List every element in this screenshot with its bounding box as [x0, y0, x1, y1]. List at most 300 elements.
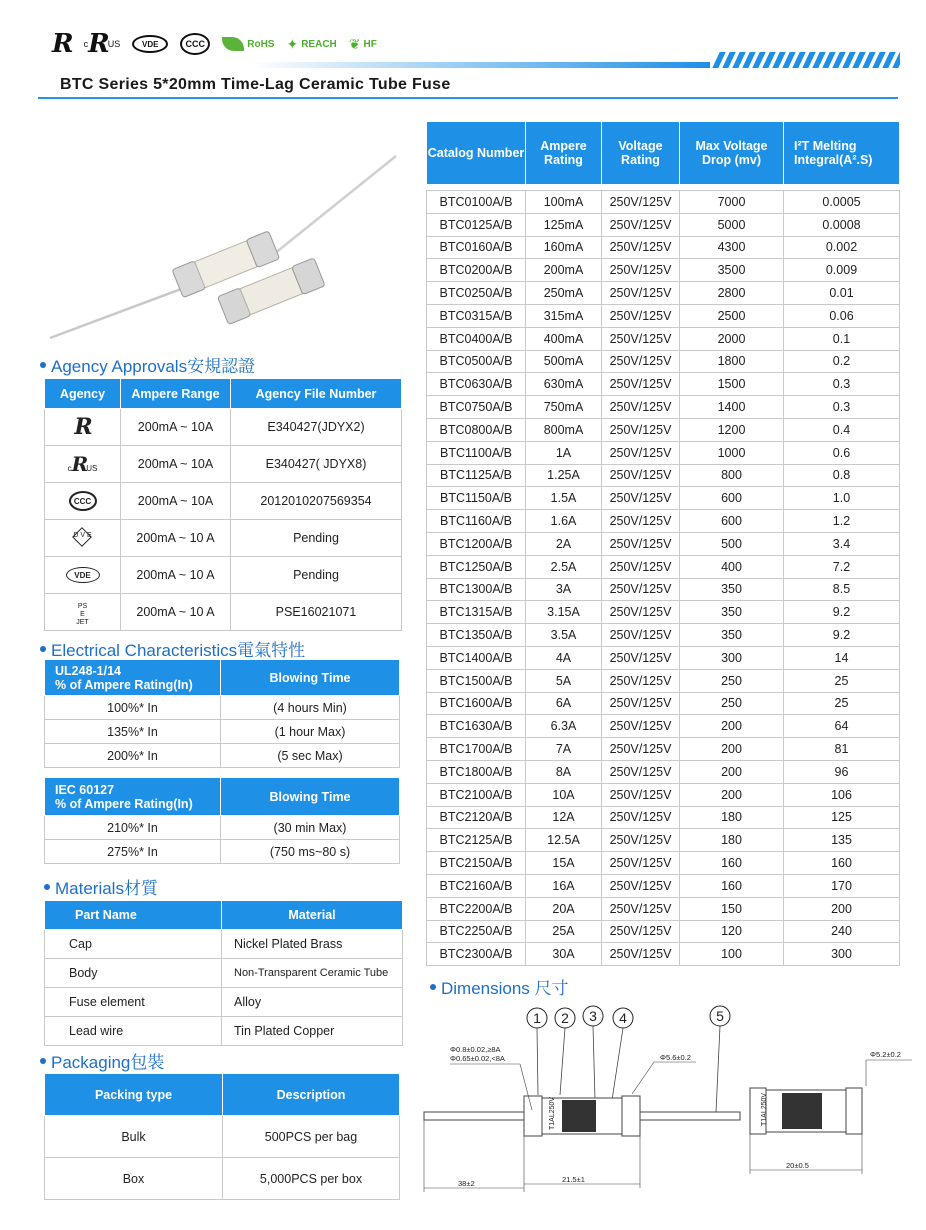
catalog-cell: BTC2200A/B [427, 897, 526, 920]
voltage-cell: 250V/125V [602, 487, 680, 510]
voltage-cell: 250V/125V [602, 510, 680, 533]
i2t-cell: 64 [784, 715, 900, 738]
vde-logo-icon: VDE [132, 35, 168, 53]
bullet-icon [40, 362, 46, 368]
drop-cell: 1200 [680, 418, 784, 441]
table-row [427, 327, 900, 350]
i2t-cell: 300 [784, 943, 900, 966]
voltage-cell: 250V/125V [602, 920, 680, 943]
ampere-cell: 400mA [526, 327, 602, 350]
catalog-cell: BTC1125A/B [427, 464, 526, 487]
catalog-cell: BTC1600A/B [427, 692, 526, 715]
ampere-range: 200mA ~ 10A [121, 483, 231, 520]
i2t-cell: 0.1 [784, 327, 900, 350]
voltage-cell: 250V/125V [602, 418, 680, 441]
i2t-cell: 0.2 [784, 350, 900, 373]
ampere-cell: 1A [526, 441, 602, 464]
voltage-cell: 250V/125V [602, 669, 680, 692]
i2t-cell: 0.0008 [784, 213, 900, 236]
catalog-cell: BTC1350A/B [427, 624, 526, 647]
drop-cell: 350 [680, 578, 784, 601]
table-row [427, 259, 900, 282]
page-title: BTC Series 5*20mm Time-Lag Ceramic Tube Fuse [60, 76, 451, 93]
packaging-heading: Packaging包裝 [40, 1048, 164, 1073]
table-row [427, 897, 900, 920]
ampere-cell: 12A [526, 806, 602, 829]
catalog-cell: BTC2125A/B [427, 829, 526, 852]
rating-cell: 100%* In [45, 696, 221, 720]
i2t-cell: 25 [784, 692, 900, 715]
bullet-icon [430, 984, 436, 990]
ampere-cell: 1.25A [526, 464, 602, 487]
table-row [427, 236, 900, 259]
voltage-cell: 250V/125V [602, 191, 680, 214]
ampere-cell: 5A [526, 669, 602, 692]
drop-cell: 300 [680, 646, 784, 669]
ampere-cell: 2A [526, 532, 602, 555]
agency-header-agency: Agency [45, 379, 121, 409]
ampere-cell: 16A [526, 874, 602, 897]
iec-electrical-table [44, 777, 400, 864]
hf-logo-icon: ❦ HF [348, 35, 377, 52]
catalog-cell: BTC1700A/B [427, 738, 526, 761]
catalog-cell: BTC0630A/B [427, 373, 526, 396]
drop-cell: 150 [680, 897, 784, 920]
table-row [427, 418, 900, 441]
ul-standard-header: UL248-1/14 % of Ampere Rating(In) [45, 660, 221, 696]
i2t-cell: 0.3 [784, 373, 900, 396]
catalog-cell: BTC2100A/B [427, 783, 526, 806]
i2t-cell: 1.0 [784, 487, 900, 510]
catalog-cell: BTC1500A/B [427, 669, 526, 692]
description-header: Description [223, 1074, 400, 1116]
i2t-cell: 3.4 [784, 532, 900, 555]
svg-text:3: 3 [589, 1008, 597, 1024]
ampere-cell: 25A [526, 920, 602, 943]
blowing-time-header: Blowing Time [221, 660, 400, 696]
title-divider [38, 97, 898, 99]
material-cell: Tin Plated Copper [222, 1017, 403, 1046]
i2t-cell: 81 [784, 738, 900, 761]
table-row [45, 816, 400, 840]
drop-cell: 200 [680, 715, 784, 738]
table-row [427, 487, 900, 510]
table-row [427, 555, 900, 578]
part-name-header: Part Name [45, 901, 222, 930]
wire-diameter-small: Φ0.65±0.02,<8A [450, 1054, 505, 1063]
fuse-spec-table [426, 121, 900, 966]
ampere-range: 200mA ~ 10A [121, 446, 231, 483]
catalog-cell: BTC1200A/B [427, 532, 526, 555]
packing-type-cell: Box [45, 1158, 223, 1200]
ampere-cell: 20A [526, 897, 602, 920]
table-row [427, 304, 900, 327]
header-stripes [712, 52, 900, 68]
catalog-cell: BTC1160A/B [427, 510, 526, 533]
catalog-cell: BTC2250A/B [427, 920, 526, 943]
table-row [427, 191, 900, 214]
drop-cell: 2000 [680, 327, 784, 350]
ampere-cell: 30A [526, 943, 602, 966]
ampere-cell: 2.5A [526, 555, 602, 578]
table-row [45, 696, 400, 720]
voltage-cell: 250V/125V [602, 829, 680, 852]
voltage-cell: 250V/125V [602, 624, 680, 647]
i2t-cell: 8.5 [784, 578, 900, 601]
catalog-cell: BTC0400A/B [427, 327, 526, 350]
i2t-cell: 0.8 [784, 464, 900, 487]
drop-cell: 250 [680, 692, 784, 715]
table-row [45, 409, 402, 446]
voltage-cell: 250V/125V [602, 396, 680, 419]
part-cell: Cap [45, 930, 222, 959]
table-row [427, 783, 900, 806]
voltage-cell: 250V/125V [602, 874, 680, 897]
drop-cell: 2800 [680, 282, 784, 305]
voltage-cell: 250V/125V [602, 852, 680, 875]
catalog-cell: BTC1315A/B [427, 601, 526, 624]
ampere-cell: 7A [526, 738, 602, 761]
ampere-cell: 3.5A [526, 624, 602, 647]
drop-cell: 400 [680, 555, 784, 578]
drop-cell: 800 [680, 464, 784, 487]
drop-cell: 1800 [680, 350, 784, 373]
svg-text:4: 4 [619, 1010, 627, 1026]
voltage-cell: 250V/125V [602, 578, 680, 601]
table-row [427, 464, 900, 487]
table-row [427, 532, 900, 555]
voltage-cell: 250V/125V [602, 236, 680, 259]
description-cell: 5,000PCS per box [223, 1158, 400, 1200]
voltage-cell: 250V/125V [602, 373, 680, 396]
drop-cell: 600 [680, 487, 784, 510]
table-row [45, 520, 402, 557]
iec-standard-header: IEC 60127 % of Ampere Rating(In) [45, 778, 221, 816]
drop-cell: 200 [680, 738, 784, 761]
ampere-range: 200mA ~ 10 A [121, 594, 231, 631]
drop-cell: 180 [680, 806, 784, 829]
table-row [427, 692, 900, 715]
catalog-cell: BTC2120A/B [427, 806, 526, 829]
table-row [427, 760, 900, 783]
drop-cell: 350 [680, 601, 784, 624]
ampere-cell: 12.5A [526, 829, 602, 852]
marking-text-endview: T1AL250V [761, 1092, 768, 1126]
ampere-cell: 630mA [526, 373, 602, 396]
table-row [427, 373, 900, 396]
rating-cell: 200%* In [45, 744, 221, 768]
i2t-cell: 9.2 [784, 601, 900, 624]
drop-cell: 3500 [680, 259, 784, 282]
voltage-cell: 250V/125V [602, 350, 680, 373]
catalog-cell: BTC2160A/B [427, 874, 526, 897]
body-length: 20±0.5 [786, 1161, 809, 1170]
rating-cell: 275%* In [45, 840, 221, 864]
voltage-cell: 250V/125V [602, 692, 680, 715]
drop-cell: 160 [680, 874, 784, 897]
material-header: Material [222, 901, 403, 930]
voltage-cell: 250V/125V [602, 715, 680, 738]
catalog-cell: BTC0500A/B [427, 350, 526, 373]
dimensions-heading: Dimensions 尺寸 [430, 974, 569, 999]
table-row [427, 578, 900, 601]
catalog-cell: BTC0125A/B [427, 213, 526, 236]
table-row [427, 943, 900, 966]
i2t-cell: 0.009 [784, 259, 900, 282]
catalog-cell: BTC0200A/B [427, 259, 526, 282]
spec-header-voltage: Voltage Rating [602, 122, 680, 185]
drop-cell: 5000 [680, 213, 784, 236]
agency-heading: Agency Approvals安規認證 [40, 352, 255, 377]
ampere-cell: 6A [526, 692, 602, 715]
drop-cell: 350 [680, 624, 784, 647]
callout-3 [583, 1006, 603, 1026]
table-row [427, 441, 900, 464]
voltage-cell: 250V/125V [602, 601, 680, 624]
voltage-cell: 250V/125V [602, 213, 680, 236]
i2t-cell: 7.2 [784, 555, 900, 578]
voltage-cell: 250V/125V [602, 555, 680, 578]
header-gradient-bar [250, 62, 710, 68]
marking-text: T1AL250V [549, 1096, 556, 1130]
catalog-cell: BTC0750A/B [427, 396, 526, 419]
i2t-cell: 0.002 [784, 236, 900, 259]
drop-cell: 200 [680, 760, 784, 783]
ampere-cell: 100mA [526, 191, 602, 214]
cul-logo-icon [84, 29, 121, 59]
agency-header-file: Agency File Number [231, 379, 402, 409]
material-cell: Nickel Plated Brass [222, 930, 403, 959]
ampere-cell: 10A [526, 783, 602, 806]
table-row [427, 852, 900, 875]
rating-cell: 210%* In [45, 816, 221, 840]
table-row [427, 874, 900, 897]
vde-icon: VDE [45, 557, 121, 594]
file-number: PSE16021071 [231, 594, 402, 631]
table-row [427, 213, 900, 236]
rohs-logo-icon: RoHS [222, 37, 274, 51]
file-number: Pending [231, 520, 402, 557]
part-cell: Fuse element [45, 988, 222, 1017]
voltage-cell: 250V/125V [602, 738, 680, 761]
file-number: Pending [231, 557, 402, 594]
ul-electrical-table [44, 659, 400, 768]
drop-cell: 7000 [680, 191, 784, 214]
pse-icon: PS E JET [45, 594, 121, 631]
drop-cell: 2500 [680, 304, 784, 327]
cul-c: c [83, 39, 89, 49]
lead-length: 38±2 [458, 1179, 475, 1188]
catalog-cell: BTC1800A/B [427, 760, 526, 783]
voltage-cell: 250V/125V [602, 646, 680, 669]
table-row [427, 669, 900, 692]
catalog-cell: BTC1100A/B [427, 441, 526, 464]
time-cell: (5 sec Max) [221, 744, 400, 768]
ul-icon: R [45, 409, 121, 446]
file-number: E340427(JDYX2) [231, 409, 402, 446]
i2t-cell: 200 [784, 897, 900, 920]
material-cell: Non-Transparent Ceramic Tube [222, 959, 403, 988]
table-row [45, 744, 400, 768]
cap-diameter: Φ5.6±0.2 [660, 1053, 691, 1062]
table-row [427, 282, 900, 305]
ampere-cell: 125mA [526, 213, 602, 236]
file-number: E340427( JDYX8) [231, 446, 402, 483]
spec-header-catalog: Catalog Number [427, 122, 526, 185]
ampere-cell: 800mA [526, 418, 602, 441]
i2t-cell: 0.6 [784, 441, 900, 464]
i2t-cell: 25 [784, 669, 900, 692]
voltage-cell: 250V/125V [602, 304, 680, 327]
catalog-cell: BTC1150A/B [427, 487, 526, 510]
i2t-cell: 0.01 [784, 282, 900, 305]
voltage-cell: 250V/125V [602, 464, 680, 487]
i2t-cell: 160 [784, 852, 900, 875]
voltage-cell: 250V/125V [602, 806, 680, 829]
table-row [45, 1017, 403, 1046]
table-row [427, 601, 900, 624]
catalog-cell: BTC0800A/B [427, 418, 526, 441]
table-row [427, 738, 900, 761]
i2t-cell: 240 [784, 920, 900, 943]
drop-cell: 500 [680, 532, 784, 555]
table-row [427, 396, 900, 419]
catalog-cell: BTC2300A/B [427, 943, 526, 966]
file-number: 2012010207569354 [231, 483, 402, 520]
voltage-cell: 250V/125V [602, 532, 680, 555]
time-cell: (750 ms~80 s) [221, 840, 400, 864]
voltage-cell: 250V/125V [602, 327, 680, 350]
voltage-cell: 250V/125V [602, 943, 680, 966]
svg-text:1: 1 [533, 1010, 541, 1026]
ampere-cell: 1.6A [526, 510, 602, 533]
bullet-icon [40, 646, 46, 652]
time-cell: (30 min Max) [221, 816, 400, 840]
ampere-cell: 15A [526, 852, 602, 875]
table-row [45, 594, 402, 631]
material-cell: Alloy [222, 988, 403, 1017]
catalog-cell: BTC1630A/B [427, 715, 526, 738]
blowing-time-header: Blowing Time [221, 778, 400, 816]
table-row [427, 350, 900, 373]
wire-diameter-large: Φ0.8±0.02,≥8A [450, 1045, 501, 1054]
voltage-cell: 250V/125V [602, 783, 680, 806]
dve-icon: D V E [45, 520, 121, 557]
ampere-cell: 750mA [526, 396, 602, 419]
i2t-cell: 170 [784, 874, 900, 897]
drop-cell: 1000 [680, 441, 784, 464]
agency-table [44, 378, 402, 631]
cul-us: US [107, 39, 121, 49]
drop-cell: 100 [680, 943, 784, 966]
i2t-cell: 0.3 [784, 396, 900, 419]
catalog-cell: BTC1300A/B [427, 578, 526, 601]
dimension-drawing [420, 1000, 920, 1210]
voltage-cell: 250V/125V [602, 897, 680, 920]
drop-cell: 1500 [680, 373, 784, 396]
drop-cell: 160 [680, 852, 784, 875]
table-row [427, 646, 900, 669]
description-cell: 500PCS per bag [223, 1116, 400, 1158]
time-cell: (4 hours Min) [221, 696, 400, 720]
i2t-cell: 135 [784, 829, 900, 852]
ampere-cell: 8A [526, 760, 602, 783]
table-row [45, 557, 402, 594]
ampere-cell: 200mA [526, 259, 602, 282]
catalog-cell: BTC1400A/B [427, 646, 526, 669]
materials-table [44, 900, 403, 1046]
callout-1 [527, 1008, 547, 1028]
cul-r: R [88, 29, 108, 59]
ul-logo-icon: R [52, 29, 72, 59]
table-row [45, 446, 402, 483]
table-row [45, 720, 400, 744]
i2t-cell: 96 [784, 760, 900, 783]
i2t-cell: 14 [784, 646, 900, 669]
i2t-cell: 0.06 [784, 304, 900, 327]
i2t-cell: 106 [784, 783, 900, 806]
table-row [45, 959, 403, 988]
table-row [427, 806, 900, 829]
ampere-range: 200mA ~ 10 A [121, 557, 231, 594]
rating-cell: 135%* In [45, 720, 221, 744]
body-diameter: Φ5.2±0.2 [870, 1050, 901, 1059]
drop-cell: 120 [680, 920, 784, 943]
i2t-cell: 0.4 [784, 418, 900, 441]
voltage-cell: 250V/125V [602, 441, 680, 464]
drop-cell: 4300 [680, 236, 784, 259]
table-row [427, 510, 900, 533]
packing-type-cell: Bulk [45, 1116, 223, 1158]
drop-cell: 600 [680, 510, 784, 533]
voltage-cell: 250V/125V [602, 259, 680, 282]
materials-heading: Materials材質 [44, 874, 158, 899]
bullet-icon [44, 884, 50, 890]
table-row [45, 1116, 400, 1158]
drop-cell: 180 [680, 829, 784, 852]
callout-4 [613, 1008, 633, 1028]
ampere-cell: 3.15A [526, 601, 602, 624]
ampere-cell: 4A [526, 646, 602, 669]
cul-icon: cRUS [45, 446, 121, 483]
spec-header-drop: Max Voltage Drop (mv) [680, 122, 784, 185]
table-row [45, 483, 402, 520]
i2t-cell: 1.2 [784, 510, 900, 533]
packaging-table [44, 1073, 400, 1200]
part-cell: Body [45, 959, 222, 988]
svg-text:2: 2 [561, 1010, 569, 1026]
table-row [427, 920, 900, 943]
agency-header-range: Ampere Range [121, 379, 231, 409]
table-row [427, 624, 900, 647]
electrical-heading: Electrical Characteristics電氣特性 [40, 636, 305, 661]
ampere-cell: 1.5A [526, 487, 602, 510]
drop-cell: 250 [680, 669, 784, 692]
reach-logo-icon: ✦ REACH [286, 35, 337, 52]
time-cell: (1 hour Max) [221, 720, 400, 744]
callout-2 [555, 1008, 575, 1028]
packing-type-header: Packing type [45, 1074, 223, 1116]
voltage-cell: 250V/125V [602, 760, 680, 783]
spec-header-i2t: I²T Melting Integral(A².S) [784, 122, 900, 185]
catalog-cell: BTC0100A/B [427, 191, 526, 214]
spec-header-ampere: Ampere Rating [526, 122, 602, 185]
i2t-cell: 9.2 [784, 624, 900, 647]
ampere-range: 200mA ~ 10 A [121, 520, 231, 557]
total-length: 21.5±1 [562, 1175, 585, 1184]
part-cell: Lead wire [45, 1017, 222, 1046]
table-row [45, 840, 400, 864]
